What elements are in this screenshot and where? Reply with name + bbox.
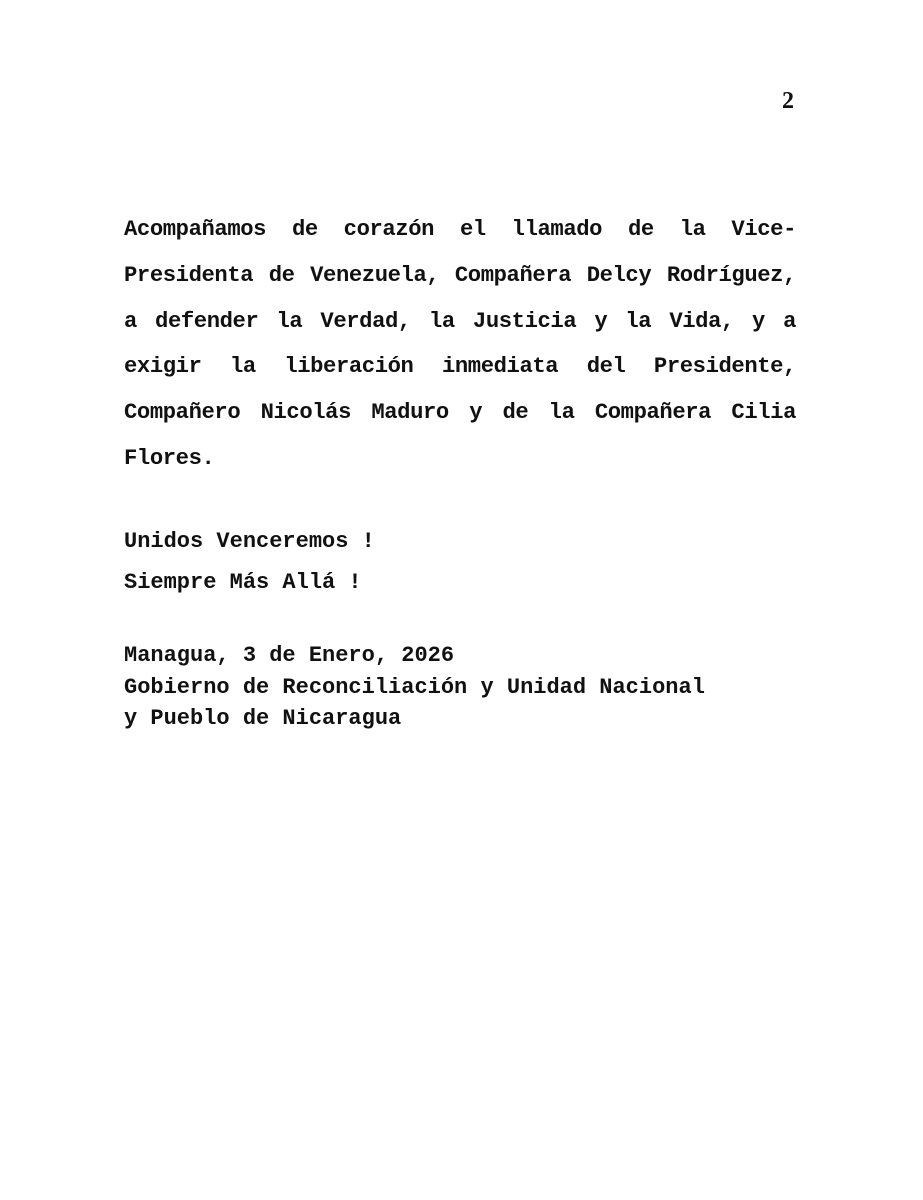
place-date: Managua, 3 de Enero, 2026 xyxy=(124,643,455,668)
statement-paragraph: Acompañamos de corazón el llamado de la Vice-Presidenta de Venezuela, Compañera Delcy Rodríguez, a defender la Verdad, la Justicia y la Vida, y a exigir la liberación inmediata del Presidente, Compañero Nicolás Maduro y de la Compañera Cilia Flores. xyxy=(124,217,796,471)
motto-line-2: Siempre Más Allá ! xyxy=(124,570,362,595)
motto-block xyxy=(124,521,375,603)
signatory-line-1: Gobierno de Reconciliación y Unidad Nacional xyxy=(124,674,705,700)
signatory-line-2: y Pueblo de Nicaragua xyxy=(124,706,402,731)
page-number: 2 xyxy=(782,88,794,114)
signature-block xyxy=(124,640,705,735)
motto-line-1: Unidos Venceremos ! xyxy=(124,529,375,554)
